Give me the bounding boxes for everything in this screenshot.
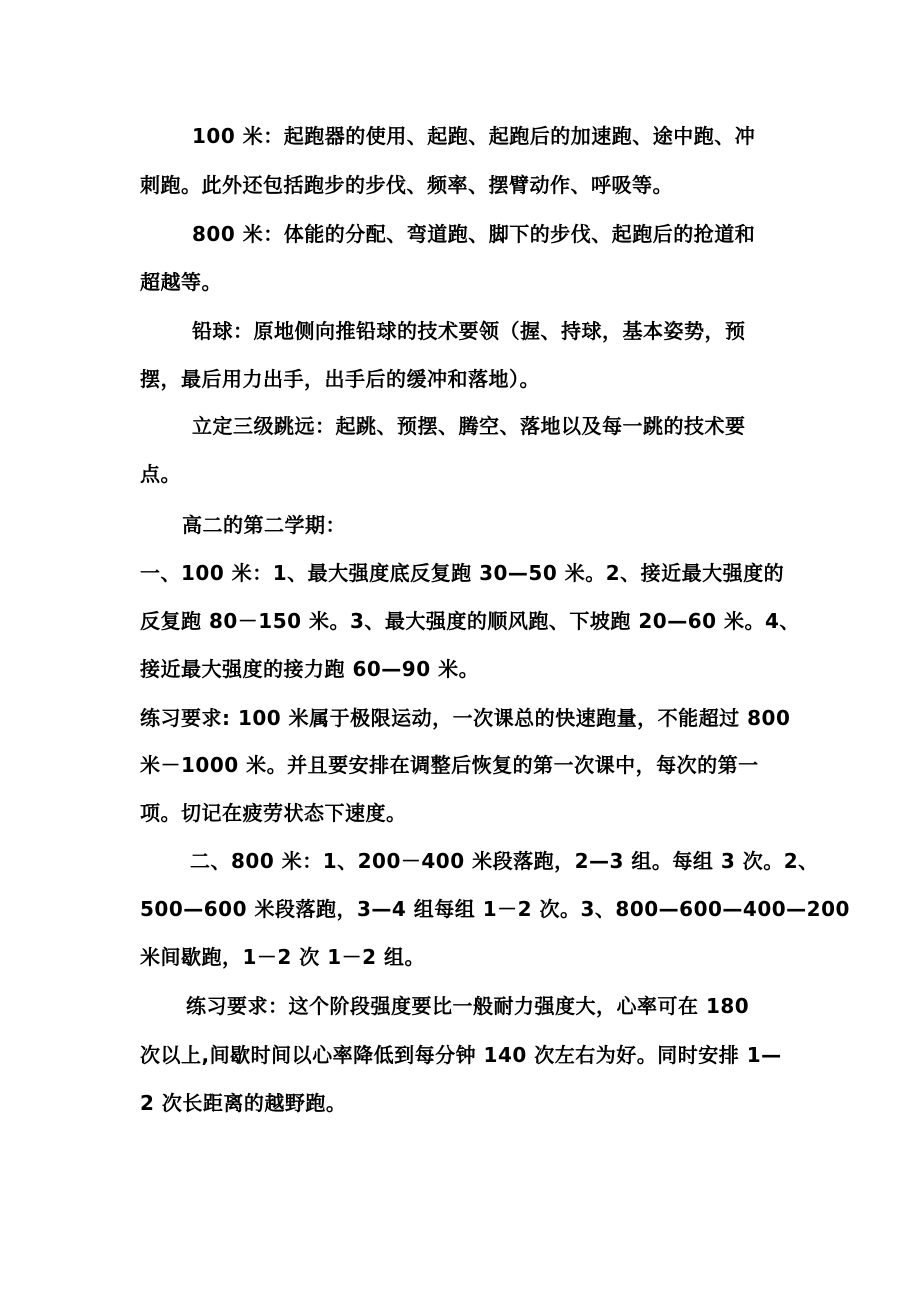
p1-line-1: 100 米：起跑器的使用、起跑、起跑后的加速跑、途中跑、冲 <box>192 124 756 148</box>
p4-line-2: 点。 <box>140 462 181 486</box>
p3-line-2: 摆，最后用力出手，出手后的缓冲和落地）。 <box>140 367 540 391</box>
p6-line-3: 接近最大强度的接力跑 60—90 米。 <box>140 657 480 681</box>
p9-line-1: 练习要求：这个阶段强度要比一般耐力强度大，心率可在 180 <box>186 994 750 1018</box>
p7-line-3: 项。切记在疲劳状态下速度。 <box>140 801 407 825</box>
p8-line-3: 米间歇跑，1－2 次 1－2 组。 <box>140 945 426 969</box>
p3-line-1: 铅球：原地侧向推铅球的技术要领（握、持球，基本姿势，预 <box>192 319 746 343</box>
p2-line-1: 800 米：体能的分配、弯道跑、脚下的步伐、起跑后的抢道和 <box>192 222 756 246</box>
p6-line-2: 反复跑 80－150 米。3、最大强度的顺风跑、下坡跑 20—60 米。4、 <box>140 609 800 633</box>
p7-line-2: 米－1000 米。并且要安排在调整后恢复的第一次课中，每次的第一 <box>140 753 759 777</box>
p5-line-1: 高二的第二学期： <box>182 513 346 537</box>
p7-line-1: 练习要求: 100 米属于极限运动，一次课总的快速跑量，不能超过 800 <box>140 706 791 730</box>
p1-line-2: 刺跑。此外还包括跑步的步伐、频率、摆臂动作、呼吸等。 <box>140 173 673 197</box>
p8-line-2: 500—600 米段落跑，3—4 组每组 1－2 次。3、800—600—400—200 <box>140 897 850 921</box>
p2-line-2: 超越等。 <box>140 270 222 294</box>
p6-line-1: 一、100 米：1、最大强度底反复跑 30—50 米。2、接近最大强度的 <box>140 561 785 585</box>
p9-line-3: 2 次长距离的越野跑。 <box>140 1091 347 1115</box>
p8-line-1: 二、800 米：1、200－400 米段落跑，2—3 组。每组 3 次。2、 <box>190 849 819 873</box>
p4-line-1: 立定三级跳远：起跳、预摆、腾空、落地以及每一跳的技术要 <box>192 414 746 438</box>
p9-line-2: 次以上,间歇时间以心率降低到每分钟 140 次左右为好。同时安排 1— <box>140 1043 782 1067</box>
